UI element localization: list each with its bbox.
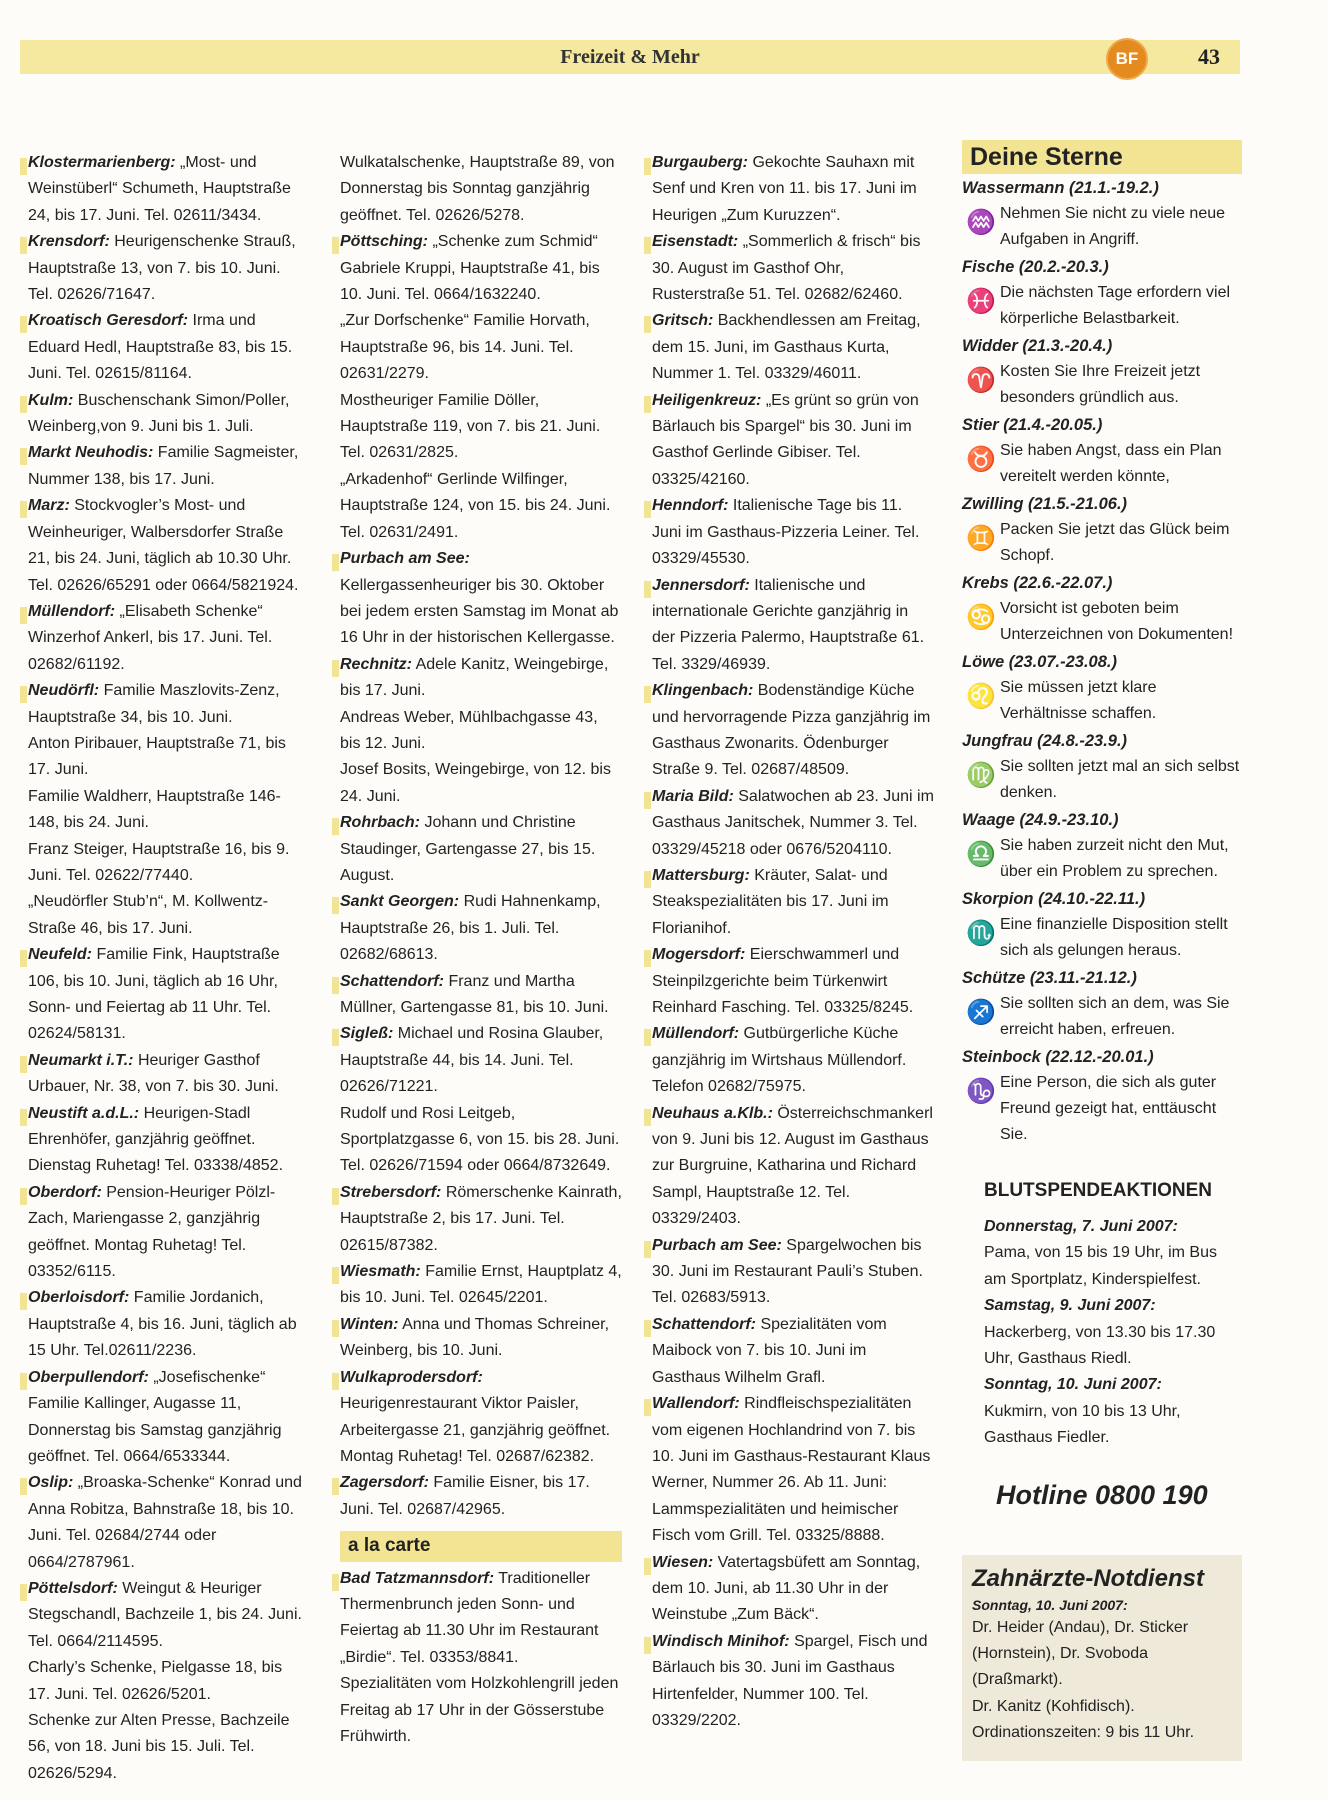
listing-entry [652,1550,934,1629]
entry-place: Pöttsching: [340,233,428,251]
dentist-heading: Zahnärzte-Notdienst [972,1564,1205,1592]
listing-entry [340,1021,622,1100]
listing-entry [652,308,934,387]
entry-text: Josef Bosits, Weingebirge, von 12. bis 24. Juni. [340,761,611,805]
aquarius-icon: ♒ [966,209,996,236]
sign-name: Steinbock (22.12.-20.01.) [962,1048,1154,1066]
taurus-icon: ♉ [966,446,996,473]
entry-text: „Schenke zum Schmid“ Gabriele Kruppi, Hauptstraße 41, bis 10. Juni. Tel. 0664/1632240. [340,233,600,304]
entry-place: Bad Tatzmannsdorf: [340,1569,495,1587]
listing-entry [652,573,934,679]
sign-name: Skorpion (24.10.-22.11.) [962,890,1146,908]
entry-place: Müllendorf: [28,602,116,620]
entry-place: Purbach am See: [652,1236,782,1254]
entry-text: Pension-Heuriger Pölzl-Zach, Mariengasse 2, ganzjährig geöffnet. Montag Ruhetag! Tel. 03352/6115. [28,1183,276,1281]
listing-entry [652,1021,934,1100]
listing-entry [340,969,622,1022]
sign-name: Fische (20.2.-20.3.) [962,258,1109,276]
entry-text: Familie Ernst, Hauptplatz 4, bis 10. Juni. Tel. 02645/2201. [340,1263,622,1307]
entry-text: Rindfleischspezialitäten vom eigenen Hochlandrind von 7. bis 10. Juni im Gasthaus-Restaurant Klaus Werner, Nummer 26. Ab 11. Juni: Lammspezialitäten und heimischer Fisch vom Grill. Tel. 03325/8888. [652,1395,931,1545]
entry-place: Jennersdorf: [652,576,750,594]
sign-name: Zwilling (21.5.-21.06.) [962,495,1128,513]
dentist-date: Sonntag, 10. Juni 2007: [972,1596,1128,1613]
entry-place: Oberdorf: [28,1183,102,1201]
listing-entry [340,388,622,467]
listing-entry [28,440,308,493]
entry-text: Salatwochen ab 23. Juni im Gasthaus Janitschek, Nummer 3. Tel. 03329/45218 oder 0676/5204110. [652,787,934,858]
sign-text: Packen Sie jetzt das Glück beim Schopf. [1000,521,1230,564]
entry-text: Franz und Martha Müllner, Gartengasse 81, bis 10. Juni. [340,972,609,1016]
listing-entry [652,1101,934,1233]
bf-logo: BF [1106,38,1148,80]
dentist-names-2: Dr. Kanitz (Kohfidisch). [972,1697,1135,1715]
entry-text: Rudolf und Rosi Leitgeb, Sportplatzgasse 6, von 15. bis 28. Juni. Tel. 02626/71594 oder 0664/8732649. [340,1104,620,1175]
entry-place: Wiesmath: [340,1263,421,1281]
blood-donation-heading: BLUTSPENDEAKTIONEN [984,1180,1213,1201]
sign-text: Sie müssen jetzt klare Verhältnisse schaffen. [1000,679,1157,722]
sign-name: Löwe (23.07.-23.08.) [962,653,1117,671]
entry-place: Eisenstadt: [652,233,739,251]
entry-place: Henndorf: [652,497,729,515]
entry-text: „Josefischenke“ Familie Kallinger, Augasse 11, Donnerstag bis Samstag ganzjährig geöffnet. Tel. 0664/6533344. [28,1368,282,1465]
listing-entry [340,1312,622,1365]
entry-text: Vatertagsbüfett am Sonntag, dem 10. Juni, ab 11.30 Uhr in der Weinstube „Zum Bäck“. [652,1553,921,1624]
entry-place: Pöttelsdorf: [28,1579,118,1597]
listing-entry [28,1365,308,1471]
listing-entry [652,678,934,784]
donation-date: Donnerstag, 7. Juni 2007: [984,1218,1178,1235]
entry-text: „Sommerlich & frisch“ bis 30. August im Gasthof Ohr, Rusterstraße 51. Tel. 02682/62460. [652,233,921,304]
listing-entry [28,1708,308,1787]
entry-text: Bodenständige Küche und hervorragende Pizza ganzjährig im Gasthaus Zwonarits. Ödenburger Straße 9. Tel. 02687/48509. [652,682,931,779]
entry-text: „Arkadenhof“ Gerlinde Wilfinger, Hauptstraße 124, von 15. bis 24. Juni. Tel. 02631/2491. [340,470,611,541]
listing-entry [652,942,934,1021]
gemini-icon: ♊ [966,525,996,552]
libra-icon: ♎ [966,841,996,868]
entry-place: Mattersburg: [652,866,750,884]
listing-entry [340,1671,622,1750]
sign-text: Eine Person, die sich als guter Freund gezeigt hat, enttäuscht Sie. [1000,1074,1217,1143]
entry-text: Buschenschank Simon/Poller, Weinberg,von 9. Juni bis 1. Juli. [28,391,290,436]
entry-place: Neumarkt i.T.: [28,1051,134,1069]
entry-text: Familie Sagmeister, Nummer 138, bis 17. Juni. [28,444,299,488]
virgo-icon: ♍ [966,762,996,789]
entry-place: Maria Bild: [652,787,734,805]
listing-entry [28,229,308,308]
listing-entry [28,1655,308,1708]
entry-text: Heuriger Gasthof Urbauer, Nr. 38, von 7. bis 30. Juni. [28,1051,279,1096]
entry-place: Kulm: [28,391,74,409]
listing-entry [28,493,308,599]
dentist-names: Dr. Heider (Andau), Dr. Sticker (Hornstein), Dr. Svoboda (Draßmarkt). [972,1618,1189,1689]
listing-entry [340,757,622,810]
listing-entry [340,652,622,705]
entry-text: Heurigenrestaurant Viktor Paisler, Arbeitergasse 21, ganzjährig geöffnet. Montag Ruhetag! Tel. 02687/62382. [340,1395,611,1465]
listing-entry [340,1259,622,1312]
entry-text: Spargelwochen bis 30. Juni im Restaurant Pauli’s Stuben. Tel. 02683/5913. [652,1236,923,1307]
sign-text: Sie haben zurzeit nicht den Mut, über ein Problem zu sprechen. [1000,837,1229,880]
entry-place: Schattendorf: [340,972,444,990]
entry-text: „Neudörfler Stub’n“, M. Kollwentz-Straße 46, bis 17. Juni. [28,893,269,937]
entry-place: Sankt Georgen: [340,893,460,911]
listing-entry [340,1180,622,1259]
listing-entry [28,1180,308,1286]
sign-name: Jungfrau (24.8.-23.9.) [962,732,1128,750]
listing-entry [652,229,934,308]
listing-entry [28,837,308,890]
entry-text: Familie Jordanich, Hauptstraße 4, bis 16. Juni, täglich ab 15 Uhr. Tel.02611/2236. [28,1289,297,1360]
listing-entry [340,546,622,652]
entry-place: Oslip: [28,1474,74,1492]
entry-place: Neufeld: [28,946,92,964]
listing-entry [28,678,308,731]
listing-entry [652,1312,934,1391]
entry-place: Oberloisdorf: [28,1289,130,1307]
sign-row [962,1070,1242,1148]
entry-text: Kellergassenheuriger bis 30. Oktober bei jedem ersten Samstag im Monat ab 16 Uhr in der historischen Kellergasse. [340,576,619,647]
sign-name: Krebs (22.6.-22.07.) [962,574,1113,592]
entry-text: Italienische Tage bis 11. Juni im Gasthaus-Pizzeria Leiner. Tel. 03329/45530. [652,497,920,568]
sign-name: Waage (24.9.-23.10.) [962,811,1119,829]
pisces-icon: ♓ [966,288,996,315]
a-la-carte-heading: a la carte [340,1531,622,1561]
dentist-emergency-box [962,1555,1242,1761]
entry-place: Neustift a.d.L.: [28,1104,140,1122]
entry-place: Neuhaus a.Klb.: [652,1104,773,1122]
listing-column-1 [28,150,308,1787]
entry-place: Oberpullendorf: [28,1368,149,1386]
entry-text: Rudi Hahnenkamp, Hauptstraße 26, bis 1. Juli. Tel. 02682/68613. [340,893,601,964]
sign-text: Kosten Sie Ihre Freizeit jetzt besonders gründlich aus. [1000,363,1201,406]
entry-text: Weingut & Heuriger Stegschandl, Bachzeile 1, bis 24. Juni. Tel. 0664/2114595. [28,1579,302,1650]
listing-entry [28,308,308,387]
section-title: Freizeit & Mehr [560,45,700,68]
listing-entry [28,731,308,784]
sign-row [962,991,1242,1043]
entry-text: Gutbürgerliche Küche ganzjährig im Wirtshaus Müllendorf. Telefon 02682/75975. [652,1025,907,1096]
donation-text: Pama, von 15 bis 19 Uhr, im Bus am Sportplatz, Kinderspielfest. [984,1244,1217,1288]
dentist-hours: Ordinationszeiten: 9 bis 11 Uhr. [972,1724,1195,1742]
entry-text: Spargel, Fisch und Bärlauch bis 30. Juni im Gasthaus Hirtenfelder, Nummer 100. Tel. 03329/2202. [652,1632,928,1729]
listing-entry [652,1629,934,1735]
entry-text: Familie Eisner, bis 17. Juni. Tel. 02687/42965. [340,1474,590,1518]
scorpio-icon: ♏ [966,920,996,947]
entry-place: Wiesen: [652,1553,714,1571]
listing-entry [28,150,308,229]
entry-place: Krensdorf: [28,233,110,251]
entry-place: Markt Neuhodis: [28,444,154,462]
sign-name: Schütze (23.11.-21.12.) [962,969,1137,987]
entry-place: Zagersdorf: [340,1474,429,1492]
horoscope-heading: Deine Sterne [962,140,1242,174]
entry-text: Franz Steiger, Hauptstraße 16, bis 9. Juni. Tel. 02622/77440. [28,840,290,884]
aries-icon: ♈ [966,367,996,394]
blood-donation-list [984,1214,1242,1452]
listing-entry [28,1470,308,1576]
capricorn-icon: ♑ [966,1078,996,1105]
sign-text: Nehmen Sie nicht zu viele neue Aufgaben in Angriff. [1000,205,1226,248]
sign-row [962,675,1242,727]
entry-text: Schenke zur Alten Presse, Bachzeile 56, von 18. Juni bis 15. Juli. Tel. 02626/5294. [28,1711,290,1782]
entry-text: Österreichschmankerl von 9. Juni bis 12. August im Gasthaus zur Burgruine, Katharina und Richard Sampl, Hauptstraße 12. Tel. 03329/2403. [652,1104,933,1228]
entry-text: Irma und Eduard Hedl, Hauptstraße 83, bis 15. Juni. Tel. 02615/81164. [28,312,293,383]
entry-text: Andreas Weber, Mühlbachgasse 43, bis 12. Juni. [340,708,598,752]
sign-row [962,280,1242,332]
listing-entry [652,1233,934,1312]
entry-place: Sigleß: [340,1025,394,1043]
entry-place: Windisch Minihof: [652,1632,790,1650]
listing-entry [340,705,622,758]
entry-place: Strebersdorf: [340,1183,442,1201]
entry-text: Familie Fink, Hauptstraße 106, bis 10. Juni, täglich ab 16 Uhr, Sonn- und Feiertag ab 11 Uhr. Tel. 02624/58131. [28,946,280,1043]
sign-row [962,201,1242,253]
leo-icon: ♌ [966,683,996,710]
sign-name: Wassermann (21.1.-19.2.) [962,179,1159,197]
listing-entry [340,467,622,546]
sign-row [962,912,1242,964]
entry-text: Gekochte Sauhaxn mit Senf und Kren von 11. bis 17. Juni im Heurigen „Zum Kuruzzen“. [652,154,917,224]
listing-entry [28,599,308,678]
sign-name: Widder (21.3.-20.4.) [962,337,1113,355]
entry-text: Adele Kanitz, Weingebirge, bis 17. Juni. [340,655,609,700]
entry-place: Neudörfl: [28,682,100,700]
entry-place: Klingenbach: [652,682,754,700]
entry-text: Anton Piribauer, Hauptstraße 71, bis 17. Juni. [28,734,286,779]
entry-text: Anna und Thomas Schreiner, Weinberg, bis 10. Juni. [340,1315,610,1360]
entry-place: Rechnitz: [340,655,412,673]
listing-entry [28,889,308,942]
entry-text: „Zur Dorfschenke“ Familie Horvath, Hauptstraße 96, bis 14. Juni. Tel. 02631/2279. [340,312,590,383]
listing-entry [28,1576,308,1655]
entry-text: Italienische und internationale Gerichte ganzjährig in der Pizzeria Palermo, Hauptstraße 61. Tel. 3329/46939. [652,576,925,673]
entry-text: Spezialitäten vom Maibock von 7. bis 10. Juni im Gasthaus Wilhelm Grafl. [652,1315,887,1386]
entry-text: Spezialitäten vom Holzkohlengrill jeden Freitag ab 17 Uhr in der Gösserstube Frühwirth. [340,1675,619,1745]
listing-entry [652,1391,934,1549]
sidebar [962,140,1242,1761]
listing-entry [340,229,622,308]
entry-place: Heiligenkreuz: [652,391,762,409]
donation-date: Sonntag, 10. Juni 2007: [984,1376,1162,1394]
entry-text: Traditioneller Thermenbrunch jeden Sonn- und Feiertag ab 11.30 Uhr im Restaurant „Birdie“. Tel. 03353/8841. [340,1569,599,1666]
entry-place: Purbach am See: [340,550,470,568]
listing-entry [652,493,934,572]
listing-column-2 [340,150,622,1750]
sagittarius-icon: ♐ [966,999,996,1026]
sign-row [962,754,1242,806]
cancer-icon: ♋ [966,604,996,631]
entry-text: Mostheuriger Familie Döller, Hauptstraße 119, von 7. bis 21. Juni. Tel. 02631/2825. [340,391,601,462]
entry-text: „Es grünt so grün von Bärlauch bis Spargel“ bis 30. Juni im Gasthof Gerlinde Gibiser. Tel. 03325/42160. [652,391,919,488]
listing-entry [28,1048,308,1101]
entry-place: Schattendorf: [652,1315,756,1333]
entry-place: Burgauberg: [652,154,748,171]
entry-place: Winten: [340,1315,399,1333]
entry-text: „Broaska-Schenke“ Konrad und Anna Robitza, Bahnstraße 18, bis 10. Juni. Tel. 02684/2744 oder 0664/2787961. [28,1474,302,1571]
sign-row [962,833,1242,885]
listing-entry [340,1365,622,1471]
listing-entry [28,784,308,837]
sign-row [962,359,1242,411]
listing-entry [652,388,934,494]
sign-name: Stier (21.4.-20.05.) [962,416,1103,434]
sign-text: Sie haben Angst, dass ein Plan vereitelt werden könnte, [1000,442,1222,485]
listing-entry [652,150,934,229]
entry-text: Wulkatalschenke, Hauptstraße 89, von Donnerstag bis Sonntag ganzjährig geöffnet. Tel. 02626/5278. [340,154,615,224]
entry-text: Römerschenke Kainrath, Hauptstraße 2, bis 17. Juni. Tel. 02615/87382. [340,1183,622,1254]
donation-text: Hackerberg, von 13.30 bis 17.30 Uhr, Gasthaus Riedl. [984,1323,1216,1368]
listing-entry [28,1101,308,1180]
entry-place: Kroatisch Geresdorf: [28,312,189,330]
entry-place: Müllendorf: [652,1025,740,1043]
entry-text: Familie Waldherr, Hauptstraße 146-148, bis 24. Juni. [28,787,281,832]
entry-text: Familie Maszlovits-Zenz, Hauptstraße 34, bis 10. Juni. [28,682,280,726]
listing-entry [340,1566,622,1672]
entry-text: Johann und Christine Staudinger, Gartengasse 27, bis 15. August. [340,814,596,884]
listing-entry [28,388,308,441]
listing-entry [652,784,934,863]
sign-text: Eine finanzielle Disposition stellt sich als gelungen heraus. [1000,916,1228,959]
entry-place: Marz: [28,497,70,515]
entry-place: Klostermarienberg: [28,154,176,171]
horoscope-list [962,175,1242,1148]
hotline-text: Hotline 0800 190 [996,1479,1208,1510]
listing-entry [652,863,934,942]
entry-place: Mogersdorf: [652,946,746,964]
page-header [20,40,1240,74]
donation-text: Kukmirn, von 10 bis 13 Uhr, Gasthaus Fiedler. [984,1402,1181,1447]
sign-row [962,438,1242,490]
entry-text: Stockvogler’s Most- und Weinheuriger, Walbersdorfer Straße 21, bis 24. Juni, täglich ab 10.30 Uhr. Tel. 02626/65291 oder 0664/5821924. [28,497,299,594]
entry-place: Wulkaprodersdorf: [340,1368,483,1386]
entry-place: Wallendorf: [652,1395,740,1413]
entry-text: „Elisabeth Schenke“ Winzerhof Ankerl, bis 17. Juni. Tel. 02682/61192. [28,602,273,673]
listing-entry [340,1470,622,1523]
listing-entry [28,942,308,1048]
listing-entry [340,1101,622,1180]
page-number: 43 [1198,44,1220,69]
entry-text: Heurigen-Stadl Ehrenhöfer, ganzjährig geöffnet. Dienstag Ruhetag! Tel. 03338/4852. [28,1104,284,1175]
sign-text: Die nächsten Tage erfordern viel körperliche Belastbarkeit. [1000,284,1231,327]
listing-entry [340,150,622,229]
entry-text: Kräuter, Salat- und Steakspezialitäten bis 17. Juni im Florianihof. [652,866,889,937]
donation-date: Samstag, 9. Juni 2007: [984,1297,1156,1315]
sign-row [962,517,1242,569]
sign-text: Sie sollten sich an dem, was Sie erreicht haben, erfreuen. [1000,995,1230,1038]
entry-place: Gritsch: [652,312,714,330]
listing-entry [340,810,622,889]
listing-column-3 [652,150,934,1734]
sign-text: Vorsicht ist geboten beim Unterzeichnen von Dokumenten! [1000,600,1234,643]
entry-text: „Most- und Weinstüberl“ Schumeth, Hauptstraße 24, bis 17. Juni. Tel. 02611/3434. [28,154,291,224]
entry-text: Eierschwammerl und Steinpilzgerichte beim Türkenwirt Reinhard Fasching. Tel. 03325/8245. [652,946,914,1016]
entry-place: Rohrbach: [340,814,420,832]
sign-row [962,596,1242,648]
listing-entry [340,308,622,387]
entry-text: Michael und Rosina Glauber, Hauptstraße 44, bis 14. Juni. Tel. 02626/71221. [340,1025,604,1096]
listing-entry [28,1285,308,1364]
entry-text: Charly’s Schenke, Pielgasse 18, bis 17. Juni. Tel. 02626/5201. [28,1659,283,1703]
entry-text: Heurigenschenke Strauß, Hauptstraße 13, von 7. bis 10. Juni. Tel. 02626/71647. [28,233,296,304]
sign-text: Sie sollten jetzt mal an sich selbst denken. [1000,758,1240,801]
entry-text: Backhendlessen am Freitag, dem 15. Juni, im Gasthaus Kurta, Nummer 1. Tel. 03329/46011. [652,312,921,383]
listing-entry [340,889,622,968]
